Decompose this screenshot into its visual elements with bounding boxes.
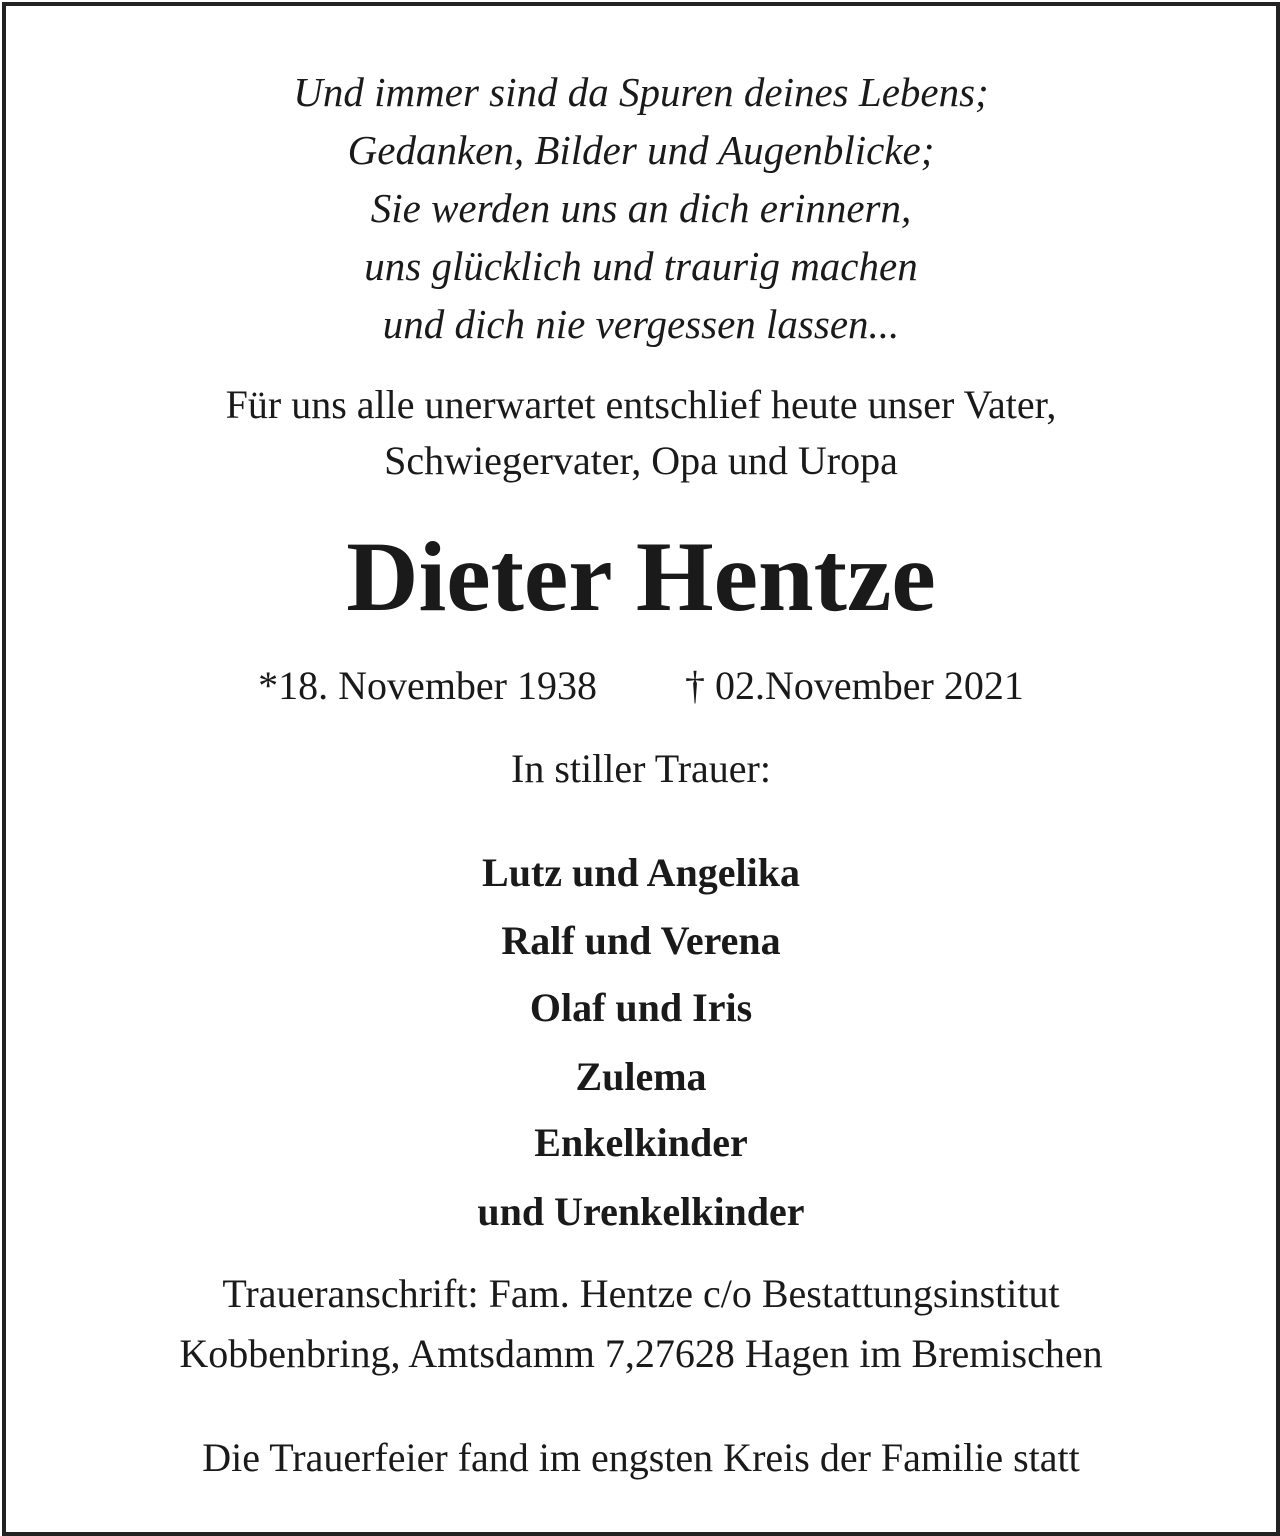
address-line: Traueranschrift: Fam. Hentze c/o Bestattungsinstitut xyxy=(222,1271,1060,1316)
address-line: Kobbenbring, Amtsdamm 7,27628 Hagen im Bremischen xyxy=(179,1331,1103,1376)
poem-line: uns glücklich und traurig machen xyxy=(364,243,918,289)
obituary-frame xyxy=(2,2,1280,1536)
intro-line: Schwiegervater, Opa und Uropa xyxy=(384,438,898,483)
poem-line: Gedanken, Bilder und Augenblicke; xyxy=(347,127,935,173)
family-member: Enkelkinder xyxy=(534,1120,748,1165)
poem-line: Und immer sind da Spuren deines Lebens; xyxy=(293,69,989,115)
poem-line: und dich nie vergessen lassen... xyxy=(382,301,900,347)
intro-line: Für uns alle unerwartet entschlief heute unser Vater, xyxy=(225,382,1057,427)
family-member: und Urenkelkinder xyxy=(477,1189,805,1234)
mourning-heading: In stiller Trauer: xyxy=(511,746,771,791)
life-dates xyxy=(6,661,1276,711)
closing-note: Die Trauerfeier fand im engsten Kreis der Familie statt xyxy=(202,1435,1080,1480)
poem-line: Sie werden uns an dich erinnern, xyxy=(370,185,912,231)
family-member: Lutz und Angelika xyxy=(482,850,800,895)
family-member: Ralf und Verena xyxy=(501,918,781,963)
family-member: Zulema xyxy=(575,1054,707,1099)
death-date: † 02.November 2021 xyxy=(685,663,1024,708)
deceased-name: Dieter Hentze xyxy=(346,521,936,632)
family-member: Olaf und Iris xyxy=(529,985,753,1030)
birth-date: *18. November 1938 xyxy=(258,663,597,708)
